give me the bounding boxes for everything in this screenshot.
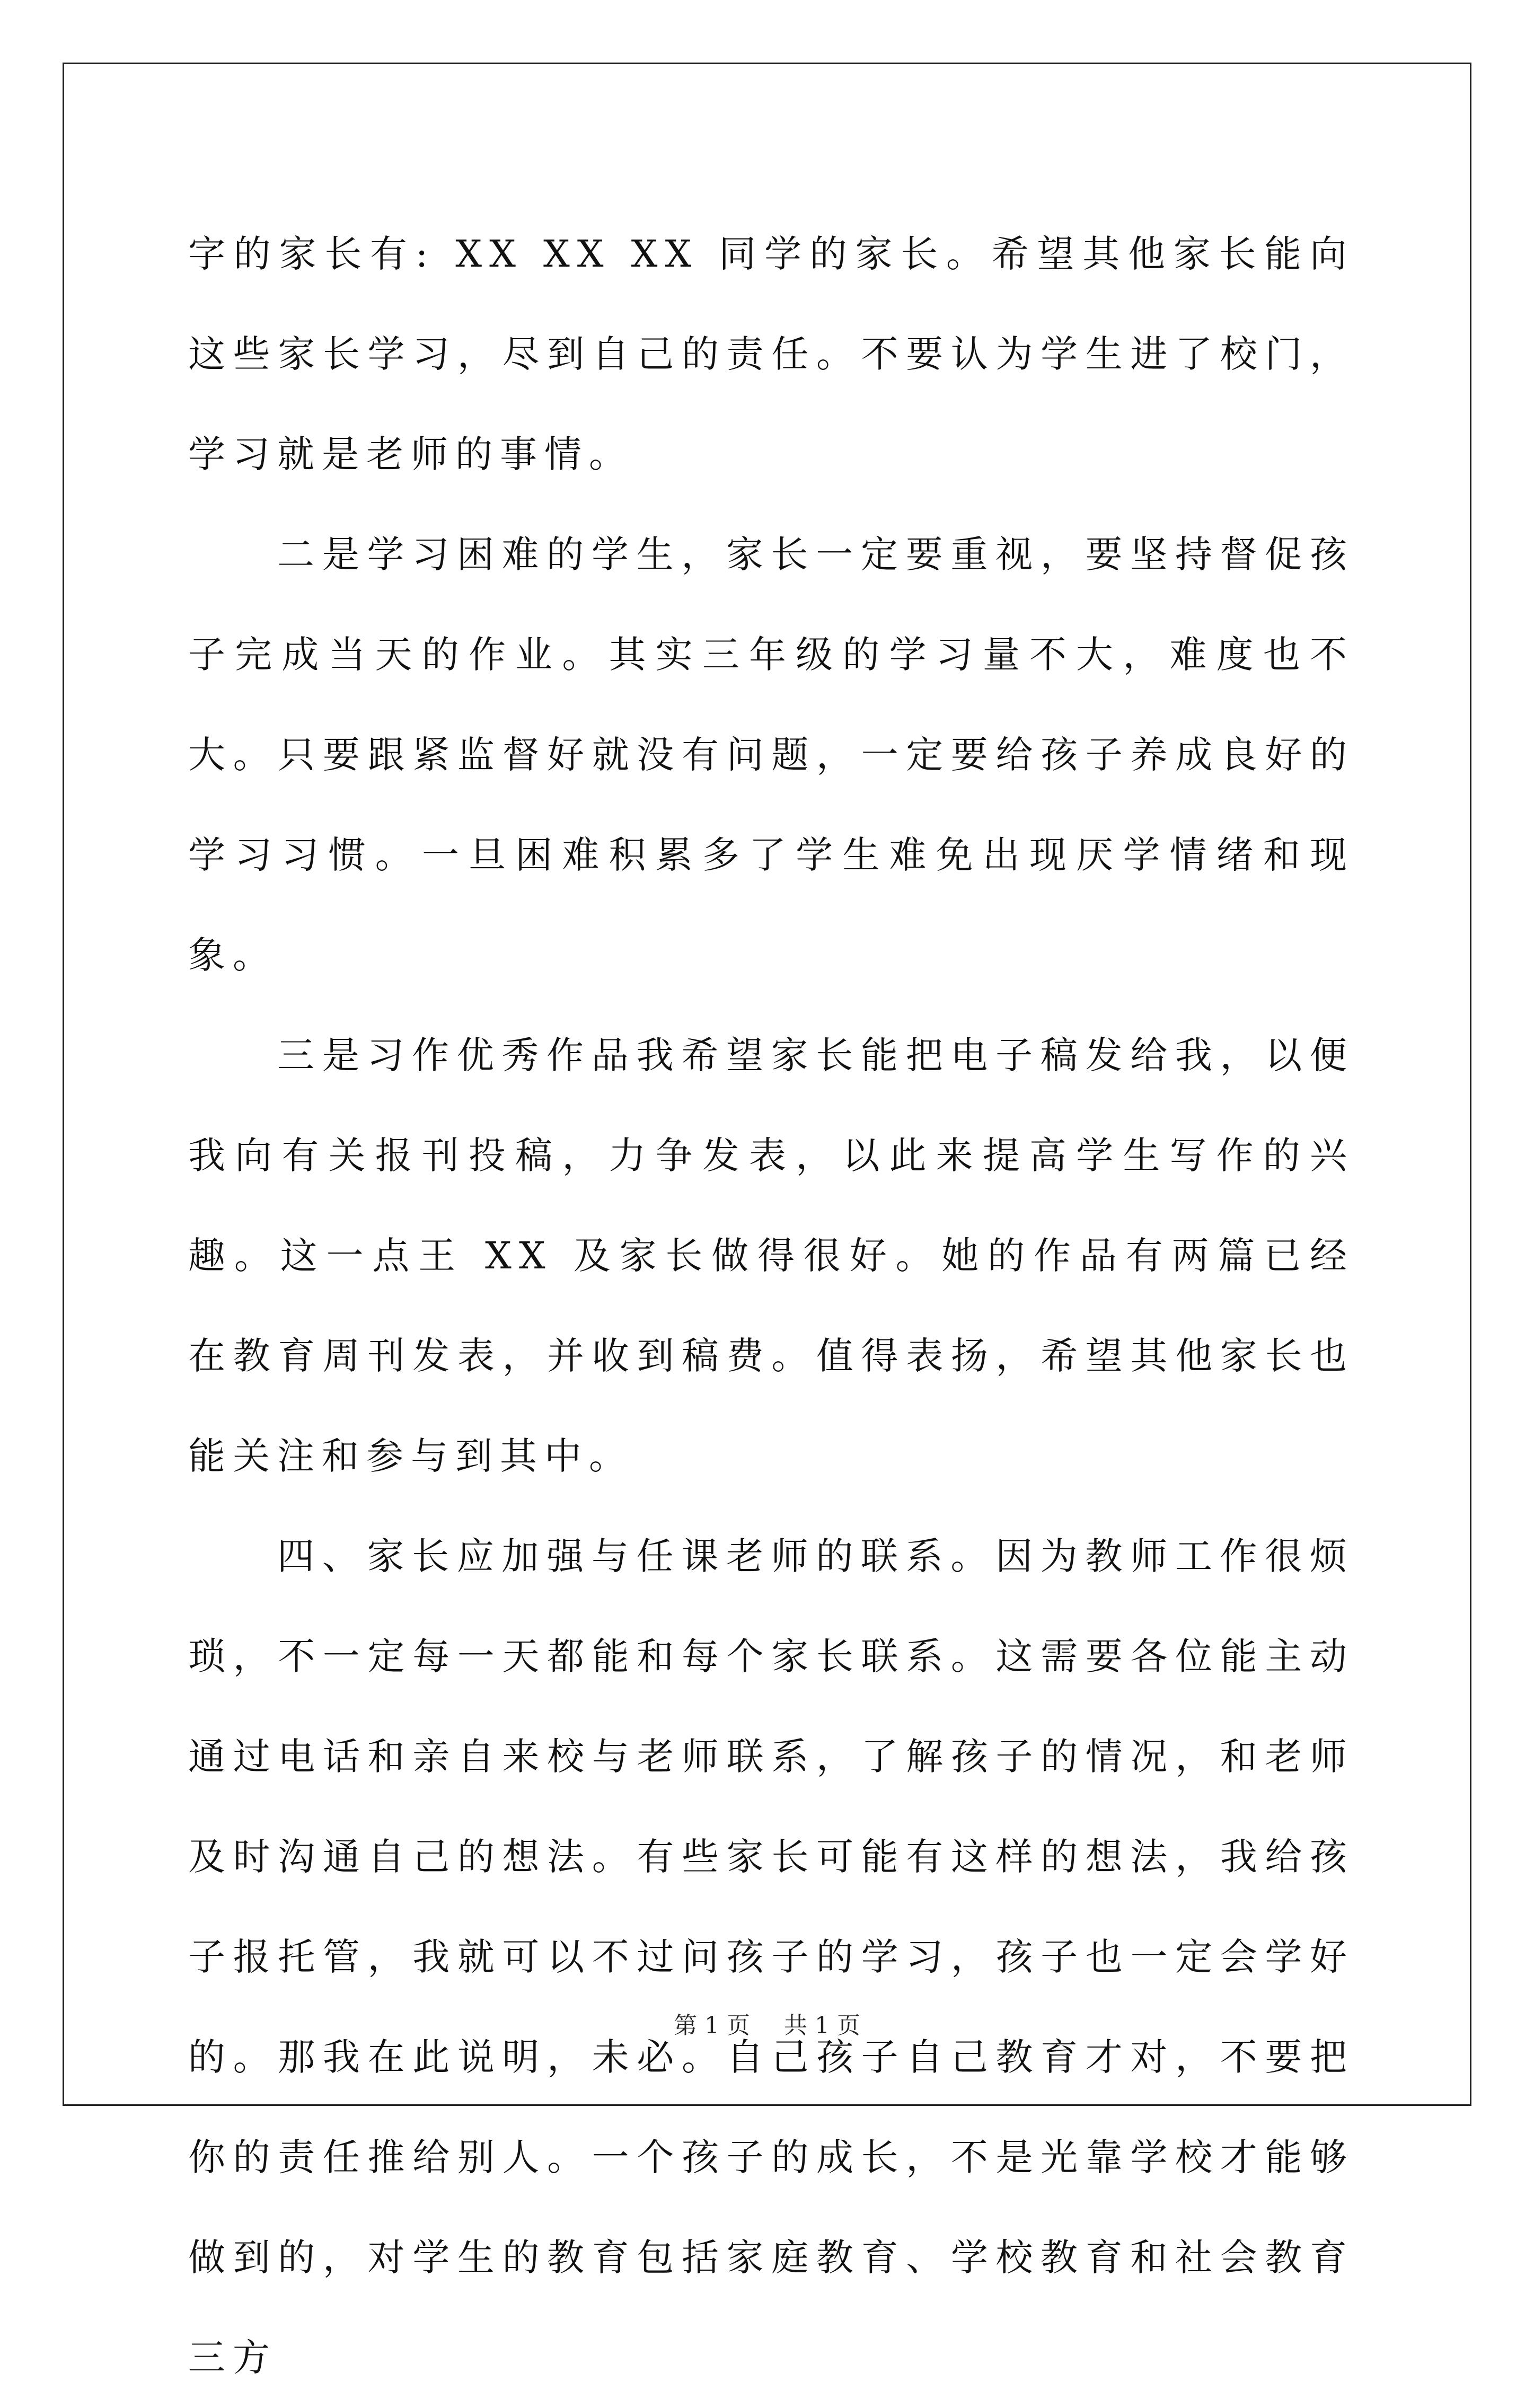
paragraph-3: 三是习作优秀作品我希望家长能把电子稿发给我，以便我向有关报刊投稿，力争发表，以此来提高学生写作的兴趣。这一点王 XX 及家长做得很好。她的作品有两篇已经在教育周刊发表，并收到稿费。值得表扬，希望其他家长也能关注和参与到其中。 (188, 1034, 1354, 1478)
page-footer (0, 2006, 1534, 2040)
paragraph-2: 二是学习困难的学生，家长一定要重视，要坚持督促孩子完成当天的作业。其实三年级的学习量不大，难度也不大。只要跟紧监督好就没有问题，一定要给孩子养成良好的学习习惯。一旦困难积累多了学生难免出现厌学情绪和现象。 (188, 533, 1354, 977)
page-number-total: 共 1 页 (784, 2012, 860, 2039)
document-body (188, 204, 1354, 2408)
paragraph-4: 四、家长应加强与任课老师的联系。因为教师工作很烦琐，不一定每一天都能和每个家长联系。这需要各位能主动通过电话和亲自来校与老师联系，了解孩子的情况，和老师及时沟通自己的想法。有些家长可能有这样的想法，我给孩子报托管，我就可以不过问孩子的学习，孩子也一定会学好的。那我在此说明，未必。自己孩子自己教育才对，不要把你的责任推给别人。一个孩子的成长，不是光靠学校才能够做到的，对学生的教育包括家庭教育、学校教育和社会教育三方 (188, 1534, 1354, 2379)
page-number-current: 第 1 页 (674, 2012, 750, 2039)
paragraph-1: 字的家长有: XX XX XX 同学的家长。希望其他家长能向这些家长学习，尽到自己的责任。不要认为学生进了校门，学习就是老师的事情。 (188, 232, 1354, 476)
